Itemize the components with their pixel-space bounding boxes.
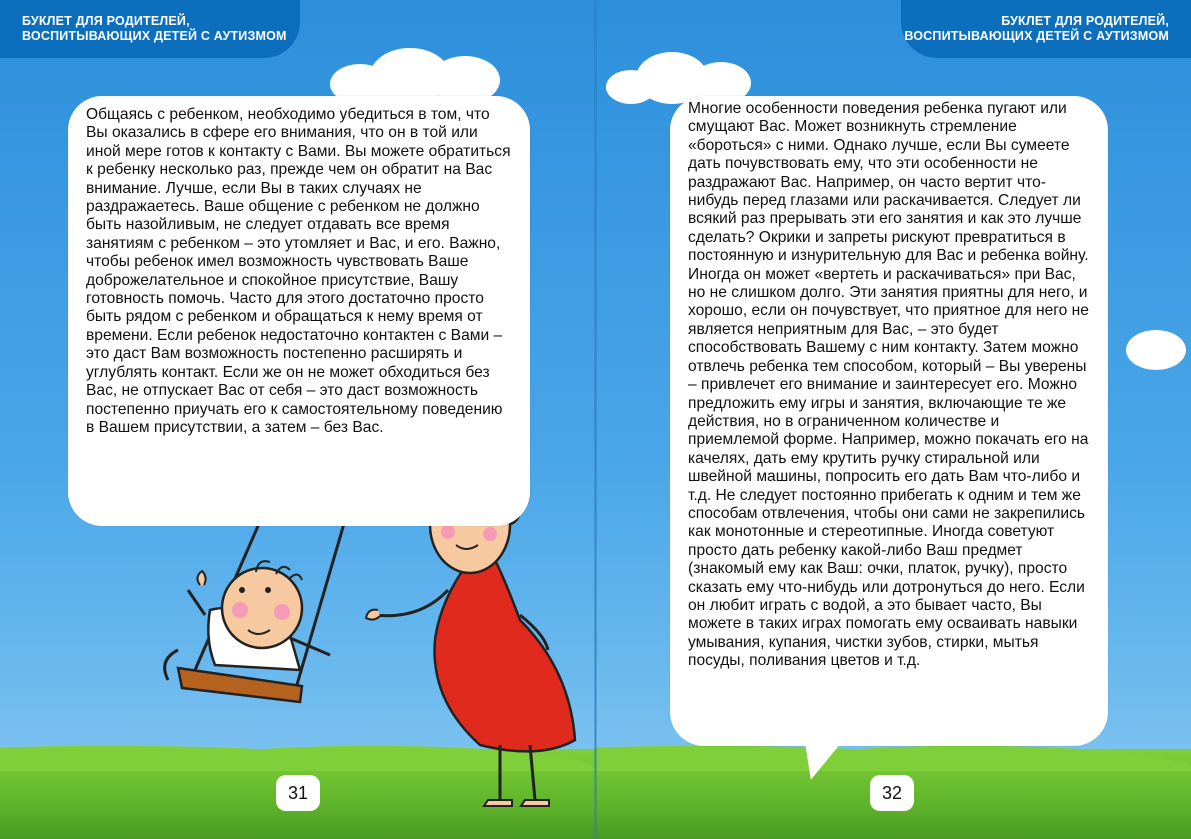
page-number-right: 32 bbox=[870, 775, 914, 811]
header-line2-right: ВОСПИТЫВАЮЩИХ ДЕТЕЙ С АУТИЗМОМ bbox=[904, 29, 1169, 43]
left-page bbox=[0, 0, 595, 839]
header-left bbox=[0, 0, 300, 58]
header-line1-right: БУКЛЕТ ДЛЯ РОДИТЕЛЕЙ, bbox=[1001, 14, 1169, 28]
text-bubble-right bbox=[670, 96, 1108, 746]
bubble-tail-right bbox=[797, 732, 845, 783]
book-spine bbox=[594, 0, 597, 839]
header-right bbox=[901, 0, 1191, 58]
header-line2: ВОСПИТЫВАЮЩИХ ДЕТЕЙ С АУТИЗМОМ bbox=[22, 29, 287, 43]
left-page-text: Общаясь с ребенком, необходимо убедиться в том, что Вы оказались в сфере его внимания, что он в той или иной мере готов к контакту с Вами. Вы можете обратиться к ребенку несколько раз, прежде чем он обратит на Вас внимание. Лучше, если Вы в таких случаях не раздражаетесь. Ваше общение с ребенком не должно быть назойливым, не следует отдавать все время занятиям с ребенком – это утомляет и Вас, и его. Важно, чтобы ребенок имел возможность чувствовать Ваше доброжелательное и спокойное присутствие, Вашу готовность помочь. Часто для этого достаточно просто быть рядом с ребенком и обращаться к нему время от времени. Если ребенок недостаточно контактен с Вами – это даст Вам возможность постепенно расширять и углублять контакт. Если же он не может обходиться без Вас, не отпускает Вас от себя – это даст возможность постепенно приучать его к самостоятельному поведению в Вашем присутствии, а затем – без Вас. bbox=[86, 106, 511, 436]
text-bubble-left bbox=[68, 96, 530, 526]
right-page-text: Многие особенности поведения ребенка пугают или смущают Вас. Может возникнуть стремление «бороться» с ними. Однако лучше, если Вы сумеете дать почувствовать ему, что эти особенности не раздражают Вас. Например, он часто вертит что-нибудь перед глазами или раскачивается. Следует ли всякий раз прерывать эти его занятия и как это лучше сделать? Окрики и запреты рискуют превратиться в постоянную и изнурительную для Вас и ребенка войну. Иногда он может «вертеть и раскачиваться» при Вас, но не слишком долго. Эти занятия приятны для него, и хорошо, если он почувствует, что приятное для него не является неприятным для Вас, – это будет способствовать Вашему с ним контакту. Затем можно отвлечь ребенка тем способом, который – Вы уверены – привлечет его внимание и заинтересует его. Можно предложить ему игры и занятия, включающие те же действия, но в ограниченном количестве и приемлемой форме. Например, можно покачать его на качелях, дать ему крутить ручку стиральной или швейной машины, попросить его дать Вам что-либо и т.д. Не следует постоянно прибегать к одним и тем же способам отвлечения, чтобы они сами не закрепились как монотонные и стереотипные. Иногда советуют просто дать ребенку какой-либо Ваш предмет (знакомый ему как Ваш: очки, платок, ручку), просто сказать ему что-нибудь или дотронуться до него. Если он любит играть с водой, а это бывает часто, Вы можете в таких играх помогать ему осваивать навыки умывания, купания, чистки зубов, стирки, мытья посуды, поливания цветов и т.д. bbox=[688, 100, 1089, 670]
header-line1: БУКЛЕТ ДЛЯ РОДИТЕЛЕЙ, bbox=[22, 14, 190, 28]
page-number-left: 31 bbox=[276, 775, 320, 811]
